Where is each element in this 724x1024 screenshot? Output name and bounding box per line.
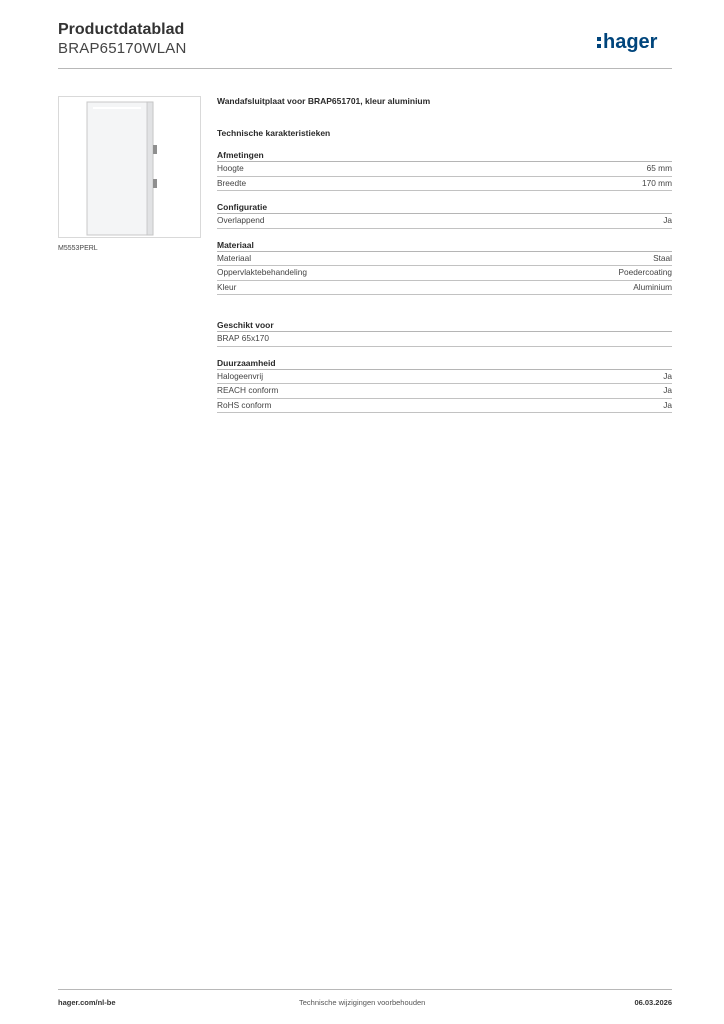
section-configuratie (217, 201, 672, 229)
spec-label: Halogeenvrij (217, 370, 264, 381)
section-title: Configuratie (217, 201, 672, 214)
section-title: Duurzaamheid (217, 357, 672, 370)
spec-value: 170 mm (642, 177, 672, 188)
spec-value: Ja (663, 385, 672, 395)
spec-row (217, 370, 672, 385)
hager-logo[interactable] (596, 27, 676, 59)
spec-label: BRAP 65x170 (217, 333, 269, 343)
section-duurzaamheid (217, 357, 672, 414)
spec-value: Staal (653, 252, 672, 263)
spec-content (217, 96, 672, 413)
product-image (58, 96, 201, 238)
spec-value: 65 mm (646, 163, 672, 173)
footer-website-link[interactable]: hager.com/nl-be (58, 998, 116, 1007)
page-title: Productdatablad (58, 21, 185, 38)
spec-row (217, 332, 672, 347)
section-title: Materiaal (217, 239, 672, 252)
section-materiaal (217, 239, 672, 296)
spec-value: Aluminium (633, 281, 672, 292)
image-code: M5553PERL (58, 245, 98, 252)
spec-row (217, 177, 672, 192)
footer-date: 06.03.2026 (634, 998, 672, 1007)
spec-label: Hoogte (217, 163, 244, 173)
spec-row (217, 214, 672, 229)
spec-label: REACH conform (217, 385, 279, 395)
product-code: BRAP65170WLAN (58, 40, 187, 57)
spec-value: Poedercoating (618, 267, 672, 277)
spec-row (217, 399, 672, 414)
hager-logo-mark (596, 27, 676, 59)
tech-heading: Technische karakteristieken (217, 128, 331, 138)
product-description: Wandafsluitplaat voor BRAP651701, kleur aluminium (217, 96, 431, 106)
spec-row (217, 162, 672, 177)
spec-label: Oppervlaktebehandeling (217, 267, 307, 277)
spec-row (217, 384, 672, 399)
section-afmetingen (217, 149, 672, 191)
spec-value: Ja (663, 370, 672, 381)
spec-label: Overlappend (217, 215, 265, 225)
spec-label: Breedte (217, 177, 247, 188)
spec-row (217, 266, 672, 281)
footer-divider (58, 989, 672, 990)
section-title: Geschikt voor (217, 319, 672, 332)
header-divider (58, 68, 672, 69)
spec-value: Ja (663, 215, 672, 225)
footer-disclaimer: Technische wijzigingen voorbehouden (299, 998, 426, 1007)
product-panel-illustration (59, 97, 200, 237)
spec-value: Ja (663, 399, 672, 410)
spec-row (217, 252, 672, 267)
svg-text:hager: hager (603, 31, 658, 53)
spec-label: RoHS conform (217, 399, 272, 410)
section-geschikt-voor (217, 319, 672, 347)
spec-label: Kleur (217, 281, 237, 292)
spec-row (217, 281, 672, 296)
section-title: Afmetingen (217, 149, 672, 162)
spec-label: Materiaal (217, 252, 252, 263)
